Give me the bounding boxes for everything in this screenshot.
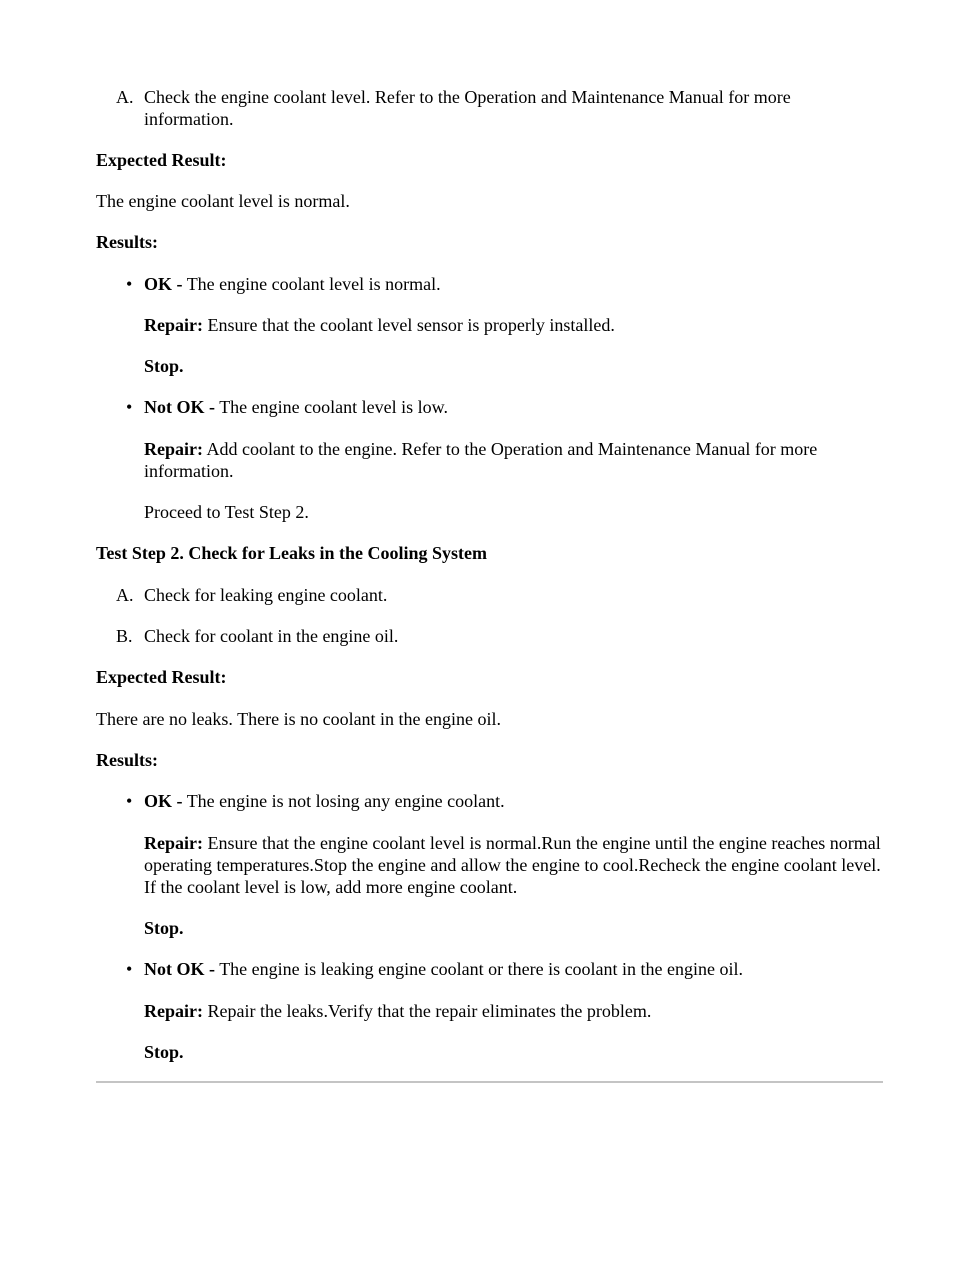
step1-expected-result-text: The engine coolant level is normal.: [96, 191, 350, 211]
horizontal-divider: [96, 1081, 883, 1083]
repair-text: Ensure that the coolant level sensor is properly installed.: [207, 315, 615, 335]
bullet-marker: •: [126, 791, 133, 811]
step2-ok-result: [126, 790, 886, 812]
result-line: [144, 790, 886, 812]
result-label: Not OK -: [144, 397, 215, 417]
step1-ok-result: [126, 273, 886, 295]
step2-title: Test Step 2. Check for Leaks in the Cooling System: [96, 543, 488, 563]
result-line: [144, 273, 886, 295]
step2-item-a: [116, 584, 876, 606]
step1-not-ok-repair: [144, 438, 886, 482]
result-line: [144, 958, 886, 980]
item-marker: A.: [116, 585, 134, 605]
step1-item-a: [116, 86, 876, 130]
step1-expected-result-heading: Expected Result:: [96, 150, 227, 170]
step2-expected-result-text: There are no leaks. There is no coolant in the engine oil.: [96, 709, 502, 729]
bullet-marker: •: [126, 274, 133, 294]
result-label: OK -: [144, 274, 183, 294]
step2-not-ok-repair: [144, 1000, 886, 1022]
step1-not-ok-proceed: Proceed to Test Step 2.: [144, 502, 309, 522]
repair-text: Ensure that the engine coolant level is normal.Run the engine until the engine reaches normal operating temperatures.Stop the engine and allow the engine to cool.Recheck the engine coolant level. If the coolant level is low, add more engine coolant.: [144, 833, 881, 897]
item-text: Check the engine coolant level. Refer to the Operation and Maintenance Manual for more information.: [144, 87, 791, 129]
repair-text: Add coolant to the engine. Refer to the Operation and Maintenance Manual for more information.: [144, 439, 818, 481]
bullet-marker: •: [126, 959, 133, 979]
repair-label: Repair:: [144, 439, 203, 459]
repair-text: Repair the leaks.Verify that the repair eliminates the problem.: [207, 1001, 652, 1021]
result-text: The engine is leaking engine coolant or there is coolant in the engine oil.: [219, 959, 744, 979]
item-text: Check for coolant in the engine oil.: [144, 626, 399, 646]
step1-ok-stop: Stop.: [144, 356, 184, 376]
repair-label: Repair:: [144, 315, 203, 335]
step2-not-ok-stop: Stop.: [144, 1042, 184, 1062]
result-text: The engine is not losing any engine coolant.: [186, 791, 505, 811]
result-text: The engine coolant level is low.: [219, 397, 448, 417]
item-marker: B.: [116, 626, 133, 646]
repair-label: Repair:: [144, 833, 203, 853]
result-label: OK -: [144, 791, 183, 811]
step2-ok-repair: [144, 832, 886, 898]
repair-label: Repair:: [144, 1001, 203, 1021]
step1-results-heading: Results:: [96, 232, 158, 252]
result-text: The engine coolant level is normal.: [186, 274, 441, 294]
step2-expected-result-heading: Expected Result:: [96, 667, 227, 687]
result-line: [144, 396, 886, 418]
step2-ok-stop: Stop.: [144, 918, 184, 938]
step1-not-ok-result: [126, 396, 886, 418]
bullet-marker: •: [126, 397, 133, 417]
step2-not-ok-result: [126, 958, 886, 980]
result-label: Not OK -: [144, 959, 215, 979]
item-text: Check for leaking engine coolant.: [144, 585, 388, 605]
step2-results-heading: Results:: [96, 750, 158, 770]
step1-ok-repair: [144, 314, 886, 336]
item-marker: A.: [116, 87, 134, 107]
step2-item-b: [116, 625, 876, 647]
